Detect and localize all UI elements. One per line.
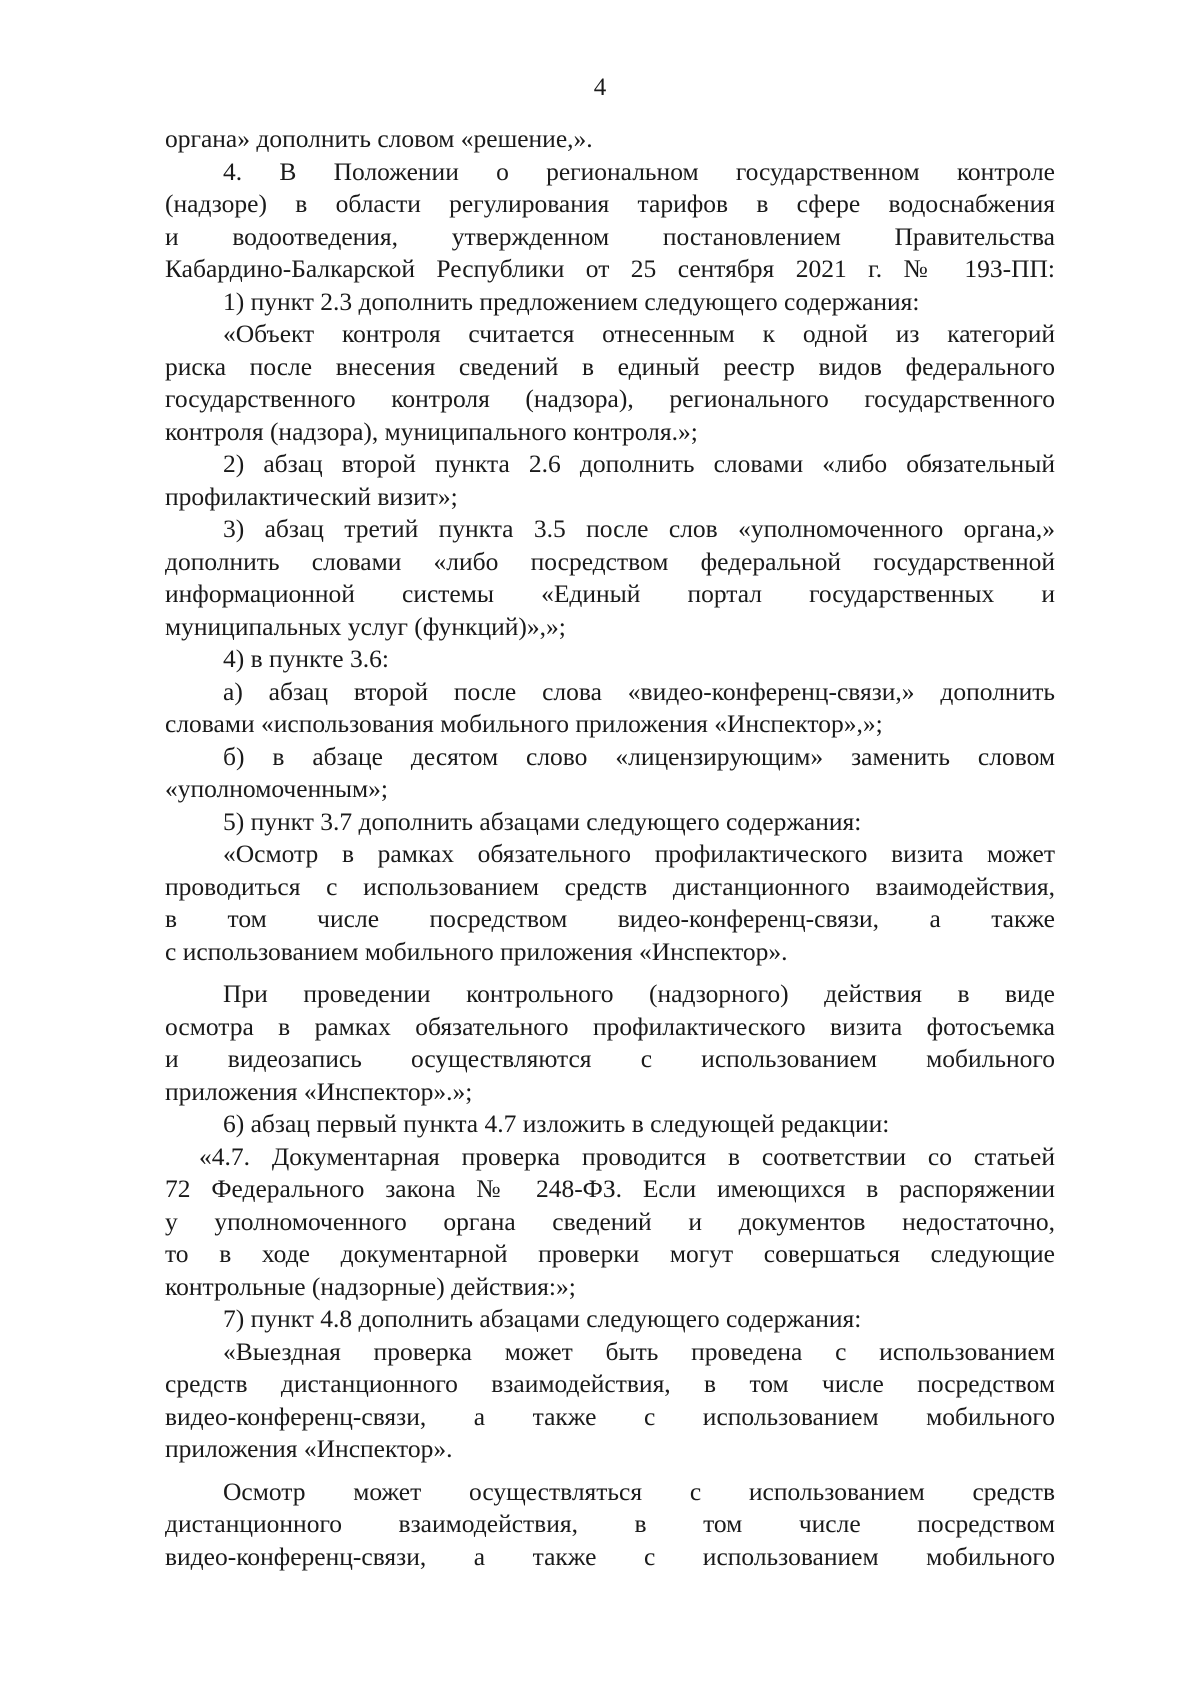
text-line: а) абзац второй после слова «видео-конференц-связи,» дополнить [223, 676, 1055, 706]
text-line: контроля (надзора), муниципального контроля.»; [165, 416, 698, 446]
text-line: «Выездная проверка может быть проведена с использованием [223, 1336, 1055, 1366]
text-line: муниципальных услуг (функций)»,»; [165, 611, 566, 641]
text-line: 4) в пункте 3.6: [223, 644, 389, 673]
text-line: средств дистанционного взаимодействия, в том числе посредством [165, 1369, 1055, 1398]
text-line: контрольные (надзорные) действия:»; [165, 1271, 576, 1301]
text-line: информационной системы «Единый портал государственных и [165, 579, 1055, 608]
page-number: 4 [593, 74, 607, 101]
text-line: государственного контроля (надзора), регионального государственного [165, 384, 1055, 413]
text-line: При проведении контрольного (надзорного) действия в виде [223, 979, 1055, 1008]
text-line: у уполномоченного органа сведений и документов недостаточно, [165, 1206, 1055, 1236]
text-line: (надзоре) в области регулирования тарифов в сфере водоснабжения [165, 189, 1055, 218]
text-line: 6) абзац первый пункта 4.7 изложить в следующей редакции: [223, 1109, 890, 1138]
text-line: то в ходе документарной проверки могут совершаться следующие [165, 1239, 1055, 1268]
text-line: 5) пункт 3.7 дополнить абзацами следующего содержания: [223, 806, 862, 836]
text-line: в том числе посредством видео-конференц-связи, а также [165, 904, 1055, 933]
text-line: дистанционного взаимодействия, в том числе посредством [165, 1509, 1055, 1538]
text-line: видео-конференц-связи, а также с использованием мобильного [165, 1401, 1055, 1431]
text-line: 2) абзац второй пункта 2.6 дополнить словами «либо обязательный [223, 449, 1055, 478]
text-line: приложения «Инспектор».»; [165, 1076, 473, 1106]
text-line: словами «использования мобильного приложения «Инспектор»,»; [165, 709, 883, 738]
text-line: профилактический визит»; [165, 481, 458, 511]
text-line: 72 Федерального закона № 248-ФЗ. Если имеющихся в распоряжении [165, 1174, 1055, 1203]
text-line: риска после внесения сведений в единый реестр видов федерального [165, 351, 1055, 381]
text-line: «4.7. Документарная проверка проводится в соответствии со статьей [199, 1141, 1055, 1171]
text-line: б) в абзаце десятом слово «лицензирующим» заменить словом [223, 741, 1055, 771]
text-line: видео-конференц-связи, а также с использованием мобильного [165, 1541, 1055, 1571]
document-body [165, 123, 1055, 1573]
text-line: органа» дополнить словом «решение,». [165, 124, 593, 153]
paragraph-gap [165, 968, 1055, 978]
text-line: дополнить словами «либо посредством федеральной государственной [165, 546, 1055, 576]
text-line: 3) абзац третий пункта 3.5 после слов «уполномоченного органа,» [223, 514, 1055, 543]
text-line: «Осмотр в рамках обязательного профилактического визита может [223, 839, 1055, 868]
text-line: 1) пункт 2.3 дополнить предложением следующего содержания: [223, 286, 920, 316]
text-line: Кабардино-Балкарской Республики от 25 сентября 2021 г. № 193-ПП: [165, 254, 1055, 283]
text-line: с использованием мобильного приложения «Инспектор». [165, 936, 788, 966]
text-line: и водоотведения, утвержденном постановлением Правительства [165, 221, 1055, 251]
text-line: приложения «Инспектор». [165, 1434, 453, 1463]
text-line: 4. В Положении о региональном государственном контроле [223, 156, 1055, 186]
text-line: 7) пункт 4.8 дополнить абзацами следующего содержания: [223, 1304, 862, 1333]
text-line: проводиться с использованием средств дистанционного взаимодействия, [165, 871, 1055, 901]
text-line: и видеозапись осуществляются с использованием мобильного [165, 1044, 1055, 1073]
text-line: осмотра в рамках обязательного профилактического визита фотосъемка [165, 1011, 1055, 1041]
text-line: «Объект контроля считается отнесенным к одной из категорий [223, 319, 1055, 348]
text-line: «уполномоченным»; [165, 774, 388, 803]
paragraph-gap [165, 1466, 1055, 1476]
text-line: Осмотр может осуществляться с использованием средств [223, 1476, 1055, 1506]
